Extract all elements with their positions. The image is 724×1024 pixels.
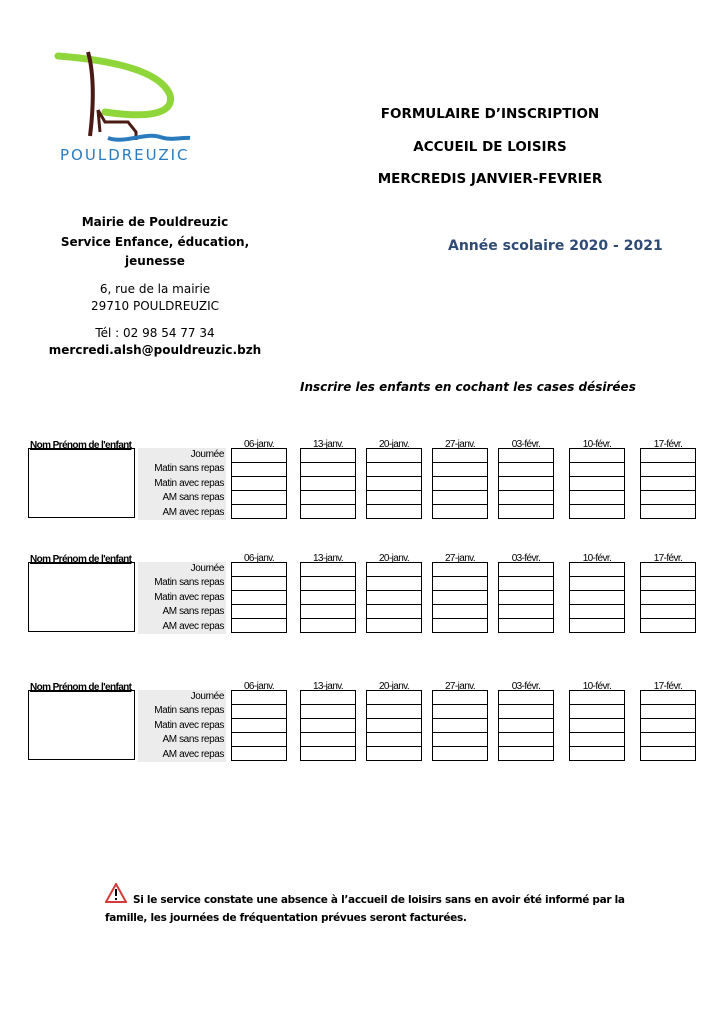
checkbox-cell[interactable] [570, 449, 624, 463]
checkbox-cell[interactable] [367, 505, 421, 518]
checkbox-cell[interactable] [499, 733, 553, 747]
checkbox-cell[interactable] [499, 505, 553, 518]
date-header: 20-janv. [378, 681, 410, 692]
date-column [231, 682, 287, 761]
date-header: 13-janv. [312, 681, 344, 692]
date-column [300, 554, 356, 633]
checkbox-cell[interactable] [570, 463, 624, 477]
row-label: Matin sans repas [154, 705, 224, 717]
child-name-input[interactable] [28, 690, 135, 760]
date-header: 17-févr. [653, 681, 683, 692]
child-block-2 [0, 554, 724, 644]
date-header: 10-févr. [582, 553, 612, 564]
date-header: 06-janv. [243, 553, 275, 564]
checkbox-cell[interactable] [367, 719, 421, 733]
checkbox-cell[interactable] [641, 491, 695, 505]
checkbox-cell[interactable] [641, 605, 695, 619]
checkbox-cell[interactable] [570, 577, 624, 591]
date-column [366, 554, 422, 633]
checkbox-cell[interactable] [367, 477, 421, 491]
date-column [640, 682, 696, 761]
checkbox-cell[interactable] [499, 463, 553, 477]
checkbox-cell[interactable] [301, 605, 355, 619]
row-label: AM avec repas [162, 748, 224, 760]
date-header: 06-janv. [243, 439, 275, 450]
checkbox-cell[interactable] [367, 463, 421, 477]
row-label: Matin avec repas [154, 719, 224, 731]
checkbox-cell[interactable] [301, 449, 355, 463]
checkbox-cell[interactable] [301, 747, 355, 760]
date-header: 27-janv. [444, 553, 476, 564]
checkbox-cell[interactable] [499, 605, 553, 619]
date-column [366, 682, 422, 761]
checkbox-cell[interactable] [367, 577, 421, 591]
child-block-3 [0, 682, 724, 772]
checkbox-cell[interactable] [641, 577, 695, 591]
pouldreuzic-logo [50, 40, 200, 170]
checkbox-cell[interactable] [301, 705, 355, 719]
checkbox-cell[interactable] [433, 733, 487, 747]
row-label: AM sans repas [162, 734, 224, 746]
child-block-1 [0, 440, 724, 530]
org-line-2: Service Enfance, éducation, [60, 235, 250, 249]
date-header: 17-févr. [653, 439, 683, 450]
checkbox-cell[interactable] [570, 733, 624, 747]
checkbox-cell[interactable] [301, 591, 355, 605]
checkbox-cell[interactable] [570, 619, 624, 632]
checkbox-cell[interactable] [433, 577, 487, 591]
checkbox-cell[interactable] [570, 605, 624, 619]
checkbox-cell[interactable] [232, 491, 286, 505]
child-name-input[interactable] [28, 448, 135, 518]
checkbox-cell[interactable] [301, 577, 355, 591]
date-column [366, 440, 422, 519]
checkbox-cell[interactable] [641, 563, 695, 577]
checkbox-cell[interactable] [641, 691, 695, 705]
checkbox-cell[interactable] [367, 733, 421, 747]
checkbox-cell[interactable] [301, 719, 355, 733]
checkbox-cell[interactable] [433, 463, 487, 477]
child-name-input[interactable] [28, 562, 135, 632]
checkbox-cell[interactable] [232, 449, 286, 463]
date-column [640, 440, 696, 519]
warning-notice [105, 883, 645, 927]
date-column [300, 440, 356, 519]
checkbox-cell[interactable] [301, 505, 355, 518]
row-label: Journée [190, 691, 224, 702]
checkbox-cell[interactable] [499, 577, 553, 591]
checkbox-cell[interactable] [570, 491, 624, 505]
date-header: 27-janv. [444, 681, 476, 692]
date-header: 03-févr. [511, 439, 541, 450]
checkbox-cell[interactable] [367, 619, 421, 632]
checkbox-cell[interactable] [641, 505, 695, 518]
checkbox-cell[interactable] [433, 477, 487, 491]
row-label: Journée [190, 449, 224, 460]
checkbox-cell[interactable] [641, 747, 695, 760]
checkbox-cell[interactable] [433, 505, 487, 518]
checkbox-cell[interactable] [641, 591, 695, 605]
row-label: AM sans repas [162, 492, 224, 504]
checkbox-cell[interactable] [499, 705, 553, 719]
instructions: Inscrire les enfants en cochant les cases désirées [300, 380, 636, 394]
checkbox-cell[interactable] [499, 747, 553, 760]
date-column [498, 440, 554, 519]
checkbox-cell[interactable] [232, 463, 286, 477]
date-header: 03-févr. [511, 681, 541, 692]
checkbox-cell[interactable] [301, 619, 355, 632]
checkbox-cell[interactable] [232, 591, 286, 605]
logo-text: POULDREUZIC [60, 146, 190, 164]
checkbox-cell[interactable] [433, 719, 487, 733]
checkbox-cell[interactable] [232, 705, 286, 719]
checkbox-cell[interactable] [499, 719, 553, 733]
date-column [498, 554, 554, 633]
checkbox-cell[interactable] [433, 491, 487, 505]
address-line-1: 6, rue de la mairie [99, 282, 211, 296]
checkbox-cell[interactable] [570, 705, 624, 719]
checkbox-cell[interactable] [232, 563, 286, 577]
row-label: Journée [190, 563, 224, 574]
logo-graphic-icon [50, 40, 200, 150]
row-labels [138, 562, 226, 634]
checkbox-cell[interactable] [367, 491, 421, 505]
date-header: 17-févr. [653, 553, 683, 564]
checkbox-cell[interactable] [641, 449, 695, 463]
checkbox-cell[interactable] [499, 563, 553, 577]
date-header: 13-janv. [312, 439, 344, 450]
checkbox-cell[interactable] [301, 491, 355, 505]
warning-text: Si le service constate une absence à l’accueil de loisirs sans en avoir été informé par la famille, les journées de fréquentation prévues seront facturées. [105, 894, 625, 924]
date-header: 10-févr. [582, 439, 612, 450]
checkbox-cell[interactable] [570, 505, 624, 518]
checkbox-cell[interactable] [570, 591, 624, 605]
date-column [498, 682, 554, 761]
row-labels [138, 690, 226, 762]
checkbox-cell[interactable] [433, 591, 487, 605]
row-label: Matin avec repas [154, 477, 224, 489]
title-line-2: ACCUEIL DE LOISIRS [413, 139, 567, 155]
checkbox-cell[interactable] [570, 477, 624, 491]
org-line-1: Mairie de Pouldreuzic [81, 215, 229, 229]
checkbox-cell[interactable] [232, 619, 286, 632]
phone: Tél : 02 98 54 77 34 [95, 326, 215, 340]
title-line-3: MERCREDIS JANVIER-FEVRIER [377, 171, 603, 187]
checkbox-cell[interactable] [232, 691, 286, 705]
checkbox-cell[interactable] [232, 719, 286, 733]
checkbox-cell[interactable] [301, 563, 355, 577]
name-label: Nom Prénom de l'enfant [30, 440, 132, 451]
checkbox-cell[interactable] [499, 491, 553, 505]
checkbox-cell[interactable] [641, 733, 695, 747]
checkbox-cell[interactable] [499, 691, 553, 705]
checkbox-cell[interactable] [301, 691, 355, 705]
date-column [231, 554, 287, 633]
checkbox-cell[interactable] [641, 463, 695, 477]
date-column [569, 440, 625, 519]
checkbox-cell[interactable] [499, 449, 553, 463]
title-line-1: FORMULAIRE D’INSCRIPTION [380, 106, 600, 122]
checkbox-cell[interactable] [499, 619, 553, 632]
checkbox-cell[interactable] [301, 477, 355, 491]
checkbox-cell[interactable] [641, 705, 695, 719]
row-label: AM avec repas [162, 620, 224, 632]
checkbox-cell[interactable] [433, 449, 487, 463]
checkbox-cell[interactable] [367, 563, 421, 577]
checkbox-cell[interactable] [499, 591, 553, 605]
checkbox-cell[interactable] [570, 719, 624, 733]
checkbox-cell[interactable] [367, 691, 421, 705]
checkbox-cell[interactable] [570, 563, 624, 577]
row-label: AM avec repas [162, 506, 224, 518]
date-column [432, 554, 488, 633]
checkbox-cell[interactable] [367, 747, 421, 760]
org-line-3: jeunesse [125, 254, 185, 268]
checkbox-cell[interactable] [232, 747, 286, 760]
row-label: AM sans repas [162, 606, 224, 618]
checkbox-cell[interactable] [641, 719, 695, 733]
checkbox-cell[interactable] [367, 605, 421, 619]
checkbox-cell[interactable] [433, 605, 487, 619]
row-label: Matin sans repas [154, 577, 224, 589]
date-column [432, 682, 488, 761]
checkbox-cell[interactable] [301, 733, 355, 747]
checkbox-cell[interactable] [433, 705, 487, 719]
name-label: Nom Prénom de l'enfant [30, 554, 132, 565]
date-column [300, 682, 356, 761]
checkbox-cell[interactable] [570, 691, 624, 705]
checkbox-cell[interactable] [232, 577, 286, 591]
checkbox-cell[interactable] [232, 605, 286, 619]
checkbox-cell[interactable] [641, 477, 695, 491]
email-link[interactable]: mercredi.alsh@pouldreuzic.bzh [48, 343, 262, 357]
checkbox-cell[interactable] [499, 477, 553, 491]
date-header: 10-févr. [582, 681, 612, 692]
date-column [569, 682, 625, 761]
address-line-2: 29710 POULDREUZIC [90, 299, 219, 313]
row-label: Matin avec repas [154, 591, 224, 603]
checkbox-cell[interactable] [641, 619, 695, 632]
date-header: 13-janv. [312, 553, 344, 564]
checkbox-cell[interactable] [433, 747, 487, 760]
checkbox-cell[interactable] [232, 477, 286, 491]
date-header: 06-janv. [243, 681, 275, 692]
checkbox-cell[interactable] [433, 619, 487, 632]
date-header: 03-févr. [511, 553, 541, 564]
checkbox-cell[interactable] [433, 563, 487, 577]
date-header: 27-janv. [444, 439, 476, 450]
row-label: Matin sans repas [154, 463, 224, 475]
date-column [432, 440, 488, 519]
checkbox-cell[interactable] [301, 463, 355, 477]
checkbox-cell[interactable] [367, 591, 421, 605]
date-header: 20-janv. [378, 553, 410, 564]
date-column [569, 554, 625, 633]
checkbox-cell[interactable] [232, 733, 286, 747]
checkbox-cell[interactable] [367, 705, 421, 719]
date-column [231, 440, 287, 519]
row-labels [138, 448, 226, 520]
date-header: 20-janv. [378, 439, 410, 450]
date-column [640, 554, 696, 633]
name-label: Nom Prénom de l'enfant [30, 682, 132, 693]
school-year: Année scolaire 2020 - 2021 [448, 238, 663, 254]
checkbox-cell[interactable] [433, 691, 487, 705]
checkbox-cell[interactable] [367, 449, 421, 463]
warning-triangle-icon [105, 883, 127, 909]
checkbox-cell[interactable] [570, 747, 624, 760]
checkbox-cell[interactable] [232, 505, 286, 518]
